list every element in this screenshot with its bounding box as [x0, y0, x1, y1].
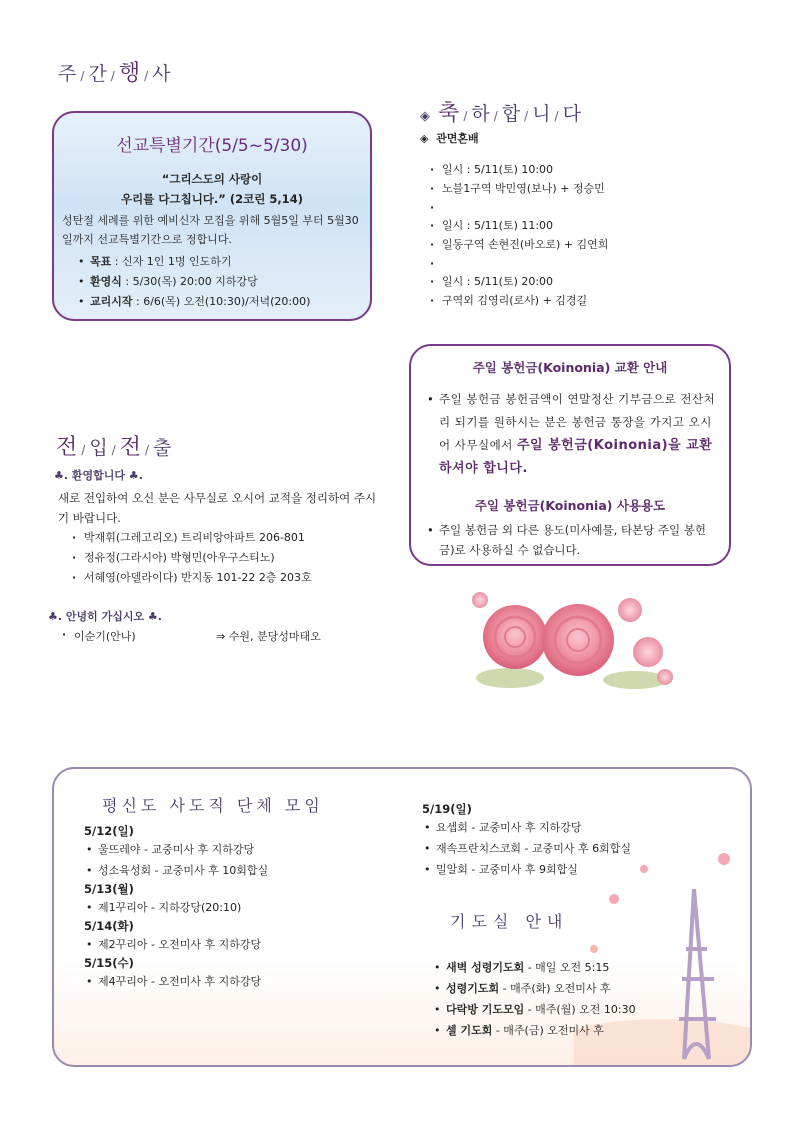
list-item: · 일시 : 5/11(토) 11:00 — [428, 216, 758, 235]
transfer-title: 전 / 입 / 전 / 출 — [56, 435, 173, 460]
schedule-date: 5/13(월) — [84, 882, 134, 896]
prayer-room-list — [432, 957, 712, 1041]
schedule-date: 5/12(일) — [84, 824, 134, 838]
list-item: · 정유정(그라시아) 박형민(아우구스티노) — [70, 548, 390, 568]
list-item: • 목표 : 신자 1인 1명 인도하기 — [76, 252, 366, 272]
mission-title: 선교특별기간(5/5~5/30) — [116, 136, 308, 156]
list-item: • 재속프란치스코회 - 교중미사 후 6회합실 — [422, 838, 742, 859]
schedule-date: 5/14(화) — [84, 919, 134, 933]
list-item: · 일시 : 5/11(토) 10:00 — [428, 160, 758, 179]
list-item: • 밀알회 - 교중미사 후 9회합실 — [422, 859, 742, 880]
list-item: • 환영식 : 5/30(목) 20:00 지하강당 — [76, 272, 366, 292]
list-item: · 이순기(안나) ⇒ 수원, 분당성마태오 — [60, 628, 390, 644]
prayer-room-title: 기도실 안내 — [450, 912, 569, 931]
mission-description: 성탄절 세례를 위한 예비신자 모집을 위해 5월5일 부터 5월30일까지 선교특별기간으로 정합니다. — [62, 214, 359, 246]
offering-notice-box — [409, 344, 731, 566]
welcome-list — [70, 528, 390, 588]
group-schedule-right — [422, 801, 742, 880]
list-item: • 새벽 성령기도회 - 매일 오전 5:15 — [432, 957, 712, 978]
offering-usage-title: 주일 봉헌금(Koinonia) 사용용도 — [474, 498, 666, 513]
offering-exchange-title: 주일 봉헌금(Koinonia) 교환 안내 — [472, 360, 668, 375]
list-item: · 서혜영(아델라이다) 반지동 101-22 2층 203호 — [70, 568, 390, 588]
list-item: • 성소육성회 - 교중미사 후 10회합실 — [84, 860, 404, 881]
list-item: • 다락방 기도모임 - 매주(월) 오전 10:30 — [432, 999, 712, 1020]
list-item: · 박재휘(그레고리오) 트리비앙아파트 206-801 — [70, 528, 390, 548]
list-item: · 노블1구역 박민영(보나) + 정승민 — [428, 179, 758, 198]
lay-apostolate-box — [52, 767, 752, 1067]
group-schedule-left — [84, 823, 404, 992]
schedule-date: 5/15(수) — [84, 956, 134, 970]
mission-period-box — [52, 111, 372, 321]
farewell-list — [60, 628, 390, 644]
schedule-date: 5/19(일) — [422, 802, 472, 816]
welcome-text: 새로 전입하여 오신 분은 사무실로 오시어 교적을 정리하여 주시기 바랍니다. — [58, 491, 377, 525]
wedding-heading: ◈ 관면혼배 — [420, 132, 479, 145]
list-item: • 제2꾸리아 - 오전미사 후 지하강당 — [84, 934, 404, 955]
list-item: • 요셉회 - 교중미사 후 지하강당 — [422, 817, 742, 838]
weekly-events-title: 주 / 간 / 행 / 사 — [58, 61, 172, 86]
list-item: · 일시 : 5/11(토) 20:00 — [428, 272, 758, 291]
offering-usage-text: • 주일 봉헌금 외 다른 용도(미사예물, 타본당 주일 봉헌금)로 사용하실 수 없습니다. — [425, 520, 721, 560]
list-item: • 성령기도회 - 매주(화) 오전미사 후 — [432, 978, 712, 999]
welcome-heading: ♣. 환영합니다 ♣. — [54, 469, 143, 482]
list-item: • 셀 기도회 - 매주(금) 오전미사 후 — [432, 1020, 712, 1041]
offering-exchange-text: • 주일 봉헌금 봉헌금액이 연말정산 기부금으로 전산처리 되기를 원하시는 분은 봉헌금 통장을 가지고 오시어 사무실에서 주일 봉헌금(Koinonia)을 교환 하셔야 합니다. — [425, 388, 721, 480]
farewell-heading: ♣. 안녕히 가십시오 ♣. — [48, 610, 162, 623]
list-item: • 제4꾸리아 - 오전미사 후 지하강당 — [84, 971, 404, 992]
list-item: · 일동구역 손현진(바오로) + 김연희 — [428, 235, 758, 254]
group-meetings-title: 평신도 사도직 단체 모임 — [102, 796, 324, 815]
congrats-title: ◈ 축 / 하 / 합 / 니 / 다 — [420, 101, 582, 126]
mission-quote: “그리스도의 사랑이 우리를 다그칩니다.” (2코린 5,14) — [121, 172, 303, 206]
list-item: · 구역외 김영리(로사) + 김경길 — [428, 291, 758, 310]
mission-list — [76, 252, 366, 312]
list-item: • 제1꾸리아 - 지하강당(20:10) — [84, 897, 404, 918]
wedding-list — [428, 160, 758, 310]
list-item: • 울뜨레야 - 교중미사 후 지하강당 — [84, 839, 404, 860]
roses-image — [470, 582, 675, 700]
list-item: • 교리시작 : 6/6(목) 오전(10:30)/저녁(20:00) — [76, 292, 366, 312]
